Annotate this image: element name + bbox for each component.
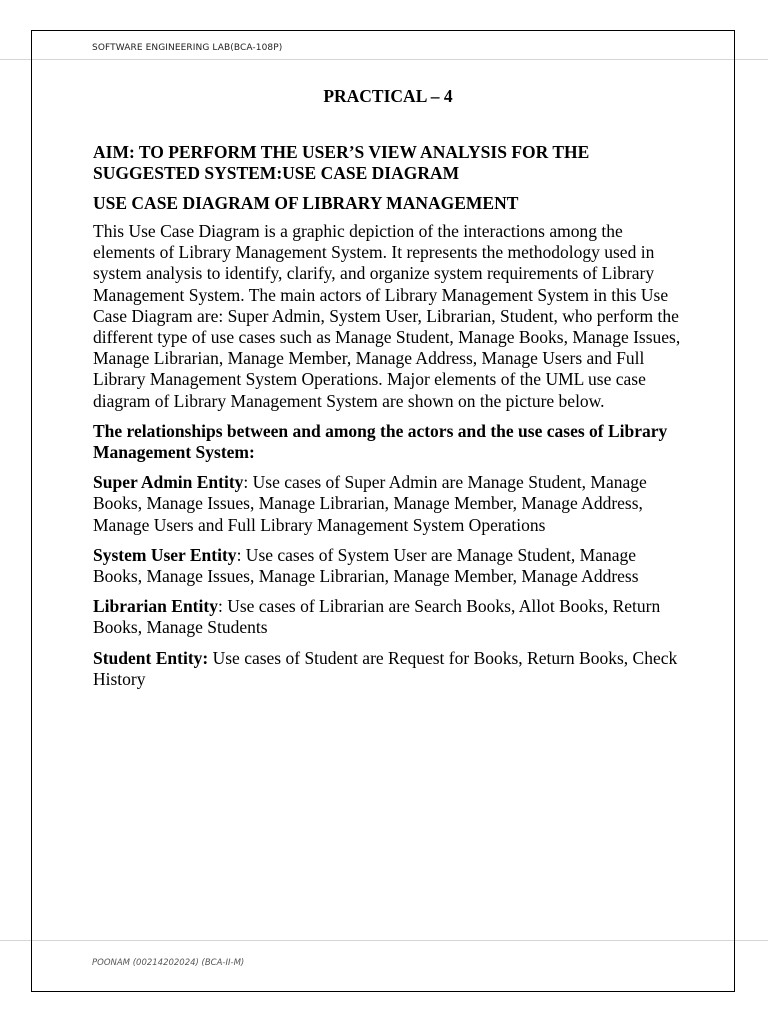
entity-name: Super Admin Entity (93, 472, 244, 493)
entity-description: : Use cases of Librarian are Search Books, Allot Books, Return Books, Manage Students (93, 596, 661, 638)
entity-paragraph-librarian (93, 596, 683, 638)
entity-paragraph-student (93, 648, 683, 690)
page-header: SOFTWARE ENGINEERING LAB(BCA-108P) (92, 43, 283, 53)
section-title: USE CASE DIAGRAM OF LIBRARY MANAGEMENT (93, 193, 519, 213)
document-body (93, 84, 683, 699)
entity-name: Librarian Entity (93, 596, 218, 617)
entity-description: : Use cases of System User are Manage Student, Manage Books, Manage Issues, Manage Librarian, Manage Member, Manage Address (93, 544, 639, 587)
entity-description: Use cases of Student are Request for Books, Return Books, Check History (93, 647, 678, 689)
intro-paragraph: This Use Case Diagram is a graphic depiction of the interactions among the elements of Library Management System. It represents the methodology used in system analysis to identify, clarify, and organize system requirements of Library Management System. The main actors of Library Management System in this Use Case Diagram are: Super Admin, System User, Librarian, Student, who perform the different type of use cases such as Manage Student, Manage Books, Manage Issues, Manage Librarian, Manage Member, Manage Address, Manage Users and Full Library Management System Operations. Major elements of the UML use case diagram of Library Management System are shown on the picture below. (93, 221, 681, 411)
entity-paragraph-super-admin (93, 472, 683, 536)
entity-description: : Use cases of Super Admin are Manage Student, Manage Books, Manage Issues, Manage Librarian, Manage Member, Manage Address, Manage Users and Full Library Management System Operations (93, 472, 647, 535)
practical-title: PRACTICAL – 4 (323, 86, 453, 106)
entity-name: Student Entity: (93, 647, 209, 668)
relationships-heading: The relationships between and among the actors and the use cases of Library Management System: (93, 420, 668, 463)
aim-heading: AIM: TO PERFORM THE USER’S VIEW ANALYSIS FOR THE SUGGESTED SYSTEM:USE CASE DIAGRAM (93, 142, 590, 183)
entity-paragraph-system-user (93, 545, 683, 587)
page-footer: POONAM (00214202024) (BCA-II-M) (92, 958, 245, 968)
entity-name: System User Entity (93, 544, 237, 565)
